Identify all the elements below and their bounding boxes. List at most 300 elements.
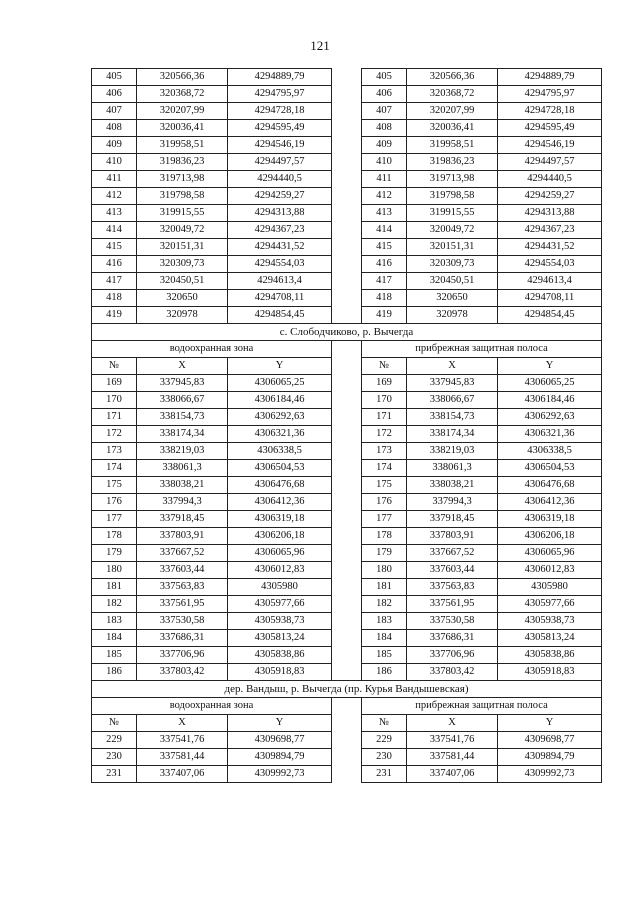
column-gap [332, 256, 362, 273]
table-row [92, 273, 602, 290]
right-x-coordinate: 337407,06 [407, 766, 498, 783]
left-point-number: 174 [92, 460, 137, 477]
left-point-number: 171 [92, 409, 137, 426]
left-point-number: 409 [92, 137, 137, 154]
right-point-number: 416 [362, 256, 407, 273]
table-row [92, 460, 602, 477]
left-x-coordinate: 320207,99 [137, 103, 228, 120]
left-y-coordinate: 4294595,49 [228, 120, 332, 137]
right-point-number: 177 [362, 511, 407, 528]
table-row [92, 239, 602, 256]
table-row [92, 562, 602, 579]
left-y-coordinate: 4305813,24 [228, 630, 332, 647]
right-y-coordinate: 4294367,23 [498, 222, 602, 239]
right-y-coordinate: 4294613,4 [498, 273, 602, 290]
right-point-number: 175 [362, 477, 407, 494]
table-row [92, 579, 602, 596]
right-point-number: 410 [362, 154, 407, 171]
section-title-row [92, 324, 602, 341]
left-y-coordinate: 4305938,73 [228, 613, 332, 630]
right-x-coordinate: 338154,73 [407, 409, 498, 426]
left-point-number: 175 [92, 477, 137, 494]
left-x-coordinate: 338174,34 [137, 426, 228, 443]
left-y-coordinate: 4294259,27 [228, 188, 332, 205]
left-x-coordinate: 337803,42 [137, 664, 228, 681]
column-gap [332, 69, 362, 86]
table-row [92, 69, 602, 86]
left-y-coordinate: 4306504,53 [228, 460, 332, 477]
right-y-coordinate: 4306292,63 [498, 409, 602, 426]
right-x-coordinate: 338219,03 [407, 443, 498, 460]
left-x-coordinate: 320036,41 [137, 120, 228, 137]
column-gap [332, 188, 362, 205]
left-x-coordinate: 337563,83 [137, 579, 228, 596]
left-y-coordinate: 4306412,36 [228, 494, 332, 511]
table-row [92, 596, 602, 613]
left-y-coordinate: 4306319,18 [228, 511, 332, 528]
right-y-coordinate: 4294431,52 [498, 239, 602, 256]
column-gap [332, 120, 362, 137]
left-point-number: 177 [92, 511, 137, 528]
right-point-number: 181 [362, 579, 407, 596]
left-x-coordinate: 319713,98 [137, 171, 228, 188]
right-x-coordinate: 337561,95 [407, 596, 498, 613]
left-number-header: № [92, 358, 137, 375]
column-gap [332, 358, 362, 375]
left-point-number: 183 [92, 613, 137, 630]
right-y-coordinate: 4294795,97 [498, 86, 602, 103]
right-point-number: 172 [362, 426, 407, 443]
right-point-number: 183 [362, 613, 407, 630]
left-point-number: 178 [92, 528, 137, 545]
right-x-coordinate: 320049,72 [407, 222, 498, 239]
right-x-coordinate: 337541,76 [407, 732, 498, 749]
left-point-number: 416 [92, 256, 137, 273]
left-point-number: 229 [92, 732, 137, 749]
table-row [92, 511, 602, 528]
right-y-coordinate: 4294554,03 [498, 256, 602, 273]
right-x-coordinate: 337803,91 [407, 528, 498, 545]
column-gap [332, 460, 362, 477]
section-title: дер. Вандыш, р. Вычегда (пр. Курья Вандышевская) [92, 681, 602, 698]
column-gap [332, 205, 362, 222]
right-y-header: Y [498, 715, 602, 732]
table-row [92, 222, 602, 239]
left-x-coordinate: 338066,67 [137, 392, 228, 409]
right-x-coordinate: 319915,55 [407, 205, 498, 222]
left-x-header: X [137, 715, 228, 732]
left-y-coordinate: 4294613,4 [228, 273, 332, 290]
left-point-number: 179 [92, 545, 137, 562]
left-x-coordinate: 337994,3 [137, 494, 228, 511]
left-y-coordinate: 4294708,11 [228, 290, 332, 307]
left-zone-title: водоохранная зона [92, 698, 332, 715]
left-y-coordinate: 4305977,66 [228, 596, 332, 613]
table-row [92, 494, 602, 511]
right-x-header: X [407, 358, 498, 375]
right-x-coordinate: 320368,72 [407, 86, 498, 103]
left-y-coordinate: 4294554,03 [228, 256, 332, 273]
column-gap [332, 375, 362, 392]
right-point-number: 184 [362, 630, 407, 647]
left-point-number: 230 [92, 749, 137, 766]
right-point-number: 408 [362, 120, 407, 137]
column-gap [332, 341, 362, 358]
right-point-number: 178 [362, 528, 407, 545]
right-y-coordinate: 4294595,49 [498, 120, 602, 137]
left-point-number: 405 [92, 69, 137, 86]
right-y-coordinate: 4294546,19 [498, 137, 602, 154]
right-y-coordinate: 4294728,18 [498, 103, 602, 120]
table-row [92, 630, 602, 647]
left-x-coordinate: 337667,52 [137, 545, 228, 562]
right-y-coordinate: 4306065,25 [498, 375, 602, 392]
right-point-number: 409 [362, 137, 407, 154]
table-row [92, 188, 602, 205]
column-gap [332, 307, 362, 324]
column-gap [332, 647, 362, 664]
left-x-coordinate: 320049,72 [137, 222, 228, 239]
table-row [92, 307, 602, 324]
right-point-number: 186 [362, 664, 407, 681]
right-point-number: 405 [362, 69, 407, 86]
right-x-coordinate: 338066,67 [407, 392, 498, 409]
right-y-coordinate: 4294497,57 [498, 154, 602, 171]
page-number: 121 [310, 38, 330, 53]
column-gap [332, 698, 362, 715]
table-row [92, 443, 602, 460]
right-y-coordinate: 4305813,24 [498, 630, 602, 647]
right-point-number: 182 [362, 596, 407, 613]
right-y-coordinate: 4309698,77 [498, 732, 602, 749]
right-point-number: 419 [362, 307, 407, 324]
column-gap [332, 443, 362, 460]
right-point-number: 171 [362, 409, 407, 426]
right-point-number: 173 [362, 443, 407, 460]
left-x-header: X [137, 358, 228, 375]
right-y-header: Y [498, 358, 602, 375]
right-x-coordinate: 320978 [407, 307, 498, 324]
left-point-number: 406 [92, 86, 137, 103]
column-gap [332, 579, 362, 596]
right-x-coordinate: 337706,96 [407, 647, 498, 664]
right-x-coordinate: 319713,98 [407, 171, 498, 188]
table-row [92, 664, 602, 681]
column-gap [332, 392, 362, 409]
right-point-number: 415 [362, 239, 407, 256]
table-row [92, 103, 602, 120]
column-gap [332, 613, 362, 630]
coordinates-table [91, 68, 602, 783]
table-row [92, 528, 602, 545]
column-gap [332, 154, 362, 171]
column-gap [332, 749, 362, 766]
right-x-coordinate: 320309,73 [407, 256, 498, 273]
right-x-coordinate: 337530,58 [407, 613, 498, 630]
right-point-number: 169 [362, 375, 407, 392]
column-header-row [92, 358, 602, 375]
column-gap [332, 426, 362, 443]
right-x-coordinate: 337667,52 [407, 545, 498, 562]
left-x-coordinate: 319836,23 [137, 154, 228, 171]
right-y-coordinate: 4309894,79 [498, 749, 602, 766]
left-y-header: Y [228, 358, 332, 375]
right-point-number: 179 [362, 545, 407, 562]
left-point-number: 418 [92, 290, 137, 307]
right-x-coordinate: 337918,45 [407, 511, 498, 528]
left-x-coordinate: 320650 [137, 290, 228, 307]
left-y-coordinate: 4306292,63 [228, 409, 332, 426]
left-x-coordinate: 337706,96 [137, 647, 228, 664]
left-point-number: 411 [92, 171, 137, 188]
section-title-row [92, 681, 602, 698]
column-gap [332, 409, 362, 426]
right-point-number: 406 [362, 86, 407, 103]
left-y-coordinate: 4309894,79 [228, 749, 332, 766]
zone-header-row [92, 698, 602, 715]
right-x-coordinate: 320566,36 [407, 69, 498, 86]
right-x-coordinate: 320151,31 [407, 239, 498, 256]
column-gap [332, 222, 362, 239]
right-point-number: 174 [362, 460, 407, 477]
table-row [92, 766, 602, 783]
right-y-coordinate: 4306065,96 [498, 545, 602, 562]
column-gap [332, 477, 362, 494]
left-point-number: 410 [92, 154, 137, 171]
table-row [92, 392, 602, 409]
right-x-coordinate: 338061,3 [407, 460, 498, 477]
table-row [92, 154, 602, 171]
left-x-coordinate: 337530,58 [137, 613, 228, 630]
right-x-coordinate: 319798,58 [407, 188, 498, 205]
column-gap [332, 290, 362, 307]
left-x-coordinate: 337581,44 [137, 749, 228, 766]
section-title: с. Слободчиково, р. Вычегда [92, 324, 602, 341]
right-x-coordinate: 319836,23 [407, 154, 498, 171]
left-number-header: № [92, 715, 137, 732]
right-y-coordinate: 4294889,79 [498, 69, 602, 86]
left-point-number: 170 [92, 392, 137, 409]
left-x-coordinate: 320978 [137, 307, 228, 324]
right-x-coordinate: 320450,51 [407, 273, 498, 290]
left-y-coordinate: 4294728,18 [228, 103, 332, 120]
right-point-number: 414 [362, 222, 407, 239]
left-x-coordinate: 320309,73 [137, 256, 228, 273]
right-x-coordinate: 319958,51 [407, 137, 498, 154]
column-gap [332, 239, 362, 256]
left-point-number: 414 [92, 222, 137, 239]
left-point-number: 176 [92, 494, 137, 511]
table-row [92, 647, 602, 664]
left-point-number: 182 [92, 596, 137, 613]
right-x-header: X [407, 715, 498, 732]
right-y-coordinate: 4294259,27 [498, 188, 602, 205]
column-gap [332, 630, 362, 647]
left-y-coordinate: 4294546,19 [228, 137, 332, 154]
table-row [92, 120, 602, 137]
table-row [92, 137, 602, 154]
right-y-coordinate: 4305980 [498, 579, 602, 596]
left-x-coordinate: 337686,31 [137, 630, 228, 647]
left-point-number: 186 [92, 664, 137, 681]
right-x-coordinate: 337563,83 [407, 579, 498, 596]
right-x-coordinate: 337803,42 [407, 664, 498, 681]
column-header-row [92, 715, 602, 732]
left-x-coordinate: 337541,76 [137, 732, 228, 749]
left-x-coordinate: 337803,91 [137, 528, 228, 545]
left-y-coordinate: 4306065,96 [228, 545, 332, 562]
table-row [92, 171, 602, 188]
right-point-number: 417 [362, 273, 407, 290]
right-zone-title: прибрежная защитная полоса [362, 341, 602, 358]
right-point-number: 176 [362, 494, 407, 511]
table-row [92, 205, 602, 222]
column-gap [332, 273, 362, 290]
right-point-number: 412 [362, 188, 407, 205]
left-x-coordinate: 338219,03 [137, 443, 228, 460]
table-row [92, 256, 602, 273]
left-x-coordinate: 338061,3 [137, 460, 228, 477]
right-y-coordinate: 4309992,73 [498, 766, 602, 783]
right-y-coordinate: 4306476,68 [498, 477, 602, 494]
table-row [92, 545, 602, 562]
right-y-coordinate: 4306504,53 [498, 460, 602, 477]
right-x-coordinate: 337945,83 [407, 375, 498, 392]
left-x-coordinate: 319798,58 [137, 188, 228, 205]
right-x-coordinate: 337603,44 [407, 562, 498, 579]
left-point-number: 419 [92, 307, 137, 324]
right-point-number: 180 [362, 562, 407, 579]
left-x-coordinate: 320151,31 [137, 239, 228, 256]
left-y-coordinate: 4309698,77 [228, 732, 332, 749]
right-y-coordinate: 4305918,83 [498, 664, 602, 681]
right-y-coordinate: 4306206,18 [498, 528, 602, 545]
left-y-coordinate: 4294795,97 [228, 86, 332, 103]
left-y-coordinate: 4306012,83 [228, 562, 332, 579]
left-x-coordinate: 319915,55 [137, 205, 228, 222]
column-gap [332, 732, 362, 749]
left-y-coordinate: 4306184,46 [228, 392, 332, 409]
right-y-coordinate: 4294313,88 [498, 205, 602, 222]
left-point-number: 180 [92, 562, 137, 579]
left-point-number: 415 [92, 239, 137, 256]
right-point-number: 185 [362, 647, 407, 664]
column-gap [332, 137, 362, 154]
right-x-coordinate: 320207,99 [407, 103, 498, 120]
table-row [92, 426, 602, 443]
table-row [92, 86, 602, 103]
left-x-coordinate: 320368,72 [137, 86, 228, 103]
column-gap [332, 86, 362, 103]
right-x-coordinate: 320036,41 [407, 120, 498, 137]
column-gap [332, 528, 362, 545]
column-gap [332, 511, 362, 528]
left-point-number: 408 [92, 120, 137, 137]
left-x-coordinate: 337945,83 [137, 375, 228, 392]
right-point-number: 229 [362, 732, 407, 749]
column-gap [332, 545, 362, 562]
left-y-coordinate: 4294440,5 [228, 171, 332, 188]
table-row [92, 477, 602, 494]
column-gap [332, 715, 362, 732]
right-y-coordinate: 4305938,73 [498, 613, 602, 630]
table-row [92, 613, 602, 630]
right-y-coordinate: 4306412,36 [498, 494, 602, 511]
column-gap [332, 664, 362, 681]
right-point-number: 418 [362, 290, 407, 307]
left-y-coordinate: 4306338,5 [228, 443, 332, 460]
right-number-header: № [362, 358, 407, 375]
left-y-coordinate: 4305918,83 [228, 664, 332, 681]
right-x-coordinate: 320650 [407, 290, 498, 307]
right-point-number: 230 [362, 749, 407, 766]
left-point-number: 181 [92, 579, 137, 596]
left-y-coordinate: 4294367,23 [228, 222, 332, 239]
right-y-coordinate: 4306338,5 [498, 443, 602, 460]
right-point-number: 170 [362, 392, 407, 409]
right-x-coordinate: 337581,44 [407, 749, 498, 766]
left-x-coordinate: 320450,51 [137, 273, 228, 290]
left-point-number: 417 [92, 273, 137, 290]
left-y-coordinate: 4306476,68 [228, 477, 332, 494]
left-point-number: 173 [92, 443, 137, 460]
right-y-coordinate: 4294440,5 [498, 171, 602, 188]
left-x-coordinate: 337918,45 [137, 511, 228, 528]
table-row [92, 375, 602, 392]
left-y-header: Y [228, 715, 332, 732]
zone-header-row [92, 341, 602, 358]
left-x-coordinate: 338154,73 [137, 409, 228, 426]
right-y-coordinate: 4294708,11 [498, 290, 602, 307]
left-x-coordinate: 319958,51 [137, 137, 228, 154]
left-x-coordinate: 338038,21 [137, 477, 228, 494]
right-x-coordinate: 337686,31 [407, 630, 498, 647]
left-y-coordinate: 4306321,36 [228, 426, 332, 443]
left-x-coordinate: 320566,36 [137, 69, 228, 86]
right-y-coordinate: 4306012,83 [498, 562, 602, 579]
left-y-coordinate: 4294313,88 [228, 205, 332, 222]
left-point-number: 169 [92, 375, 137, 392]
left-point-number: 184 [92, 630, 137, 647]
left-point-number: 231 [92, 766, 137, 783]
right-point-number: 231 [362, 766, 407, 783]
right-y-coordinate: 4294854,45 [498, 307, 602, 324]
right-x-coordinate: 338038,21 [407, 477, 498, 494]
right-point-number: 407 [362, 103, 407, 120]
right-x-coordinate: 337994,3 [407, 494, 498, 511]
left-point-number: 413 [92, 205, 137, 222]
table-row [92, 290, 602, 307]
left-x-coordinate: 337561,95 [137, 596, 228, 613]
left-y-coordinate: 4305838,86 [228, 647, 332, 664]
left-y-coordinate: 4294497,57 [228, 154, 332, 171]
left-y-coordinate: 4309992,73 [228, 766, 332, 783]
left-point-number: 412 [92, 188, 137, 205]
column-gap [332, 103, 362, 120]
table-row [92, 732, 602, 749]
right-x-coordinate: 338174,34 [407, 426, 498, 443]
column-gap [332, 494, 362, 511]
column-gap [332, 562, 362, 579]
left-point-number: 185 [92, 647, 137, 664]
left-y-coordinate: 4294431,52 [228, 239, 332, 256]
left-x-coordinate: 337603,44 [137, 562, 228, 579]
table-row [92, 749, 602, 766]
right-point-number: 413 [362, 205, 407, 222]
right-y-coordinate: 4306319,18 [498, 511, 602, 528]
left-y-coordinate: 4306206,18 [228, 528, 332, 545]
left-y-coordinate: 4306065,25 [228, 375, 332, 392]
